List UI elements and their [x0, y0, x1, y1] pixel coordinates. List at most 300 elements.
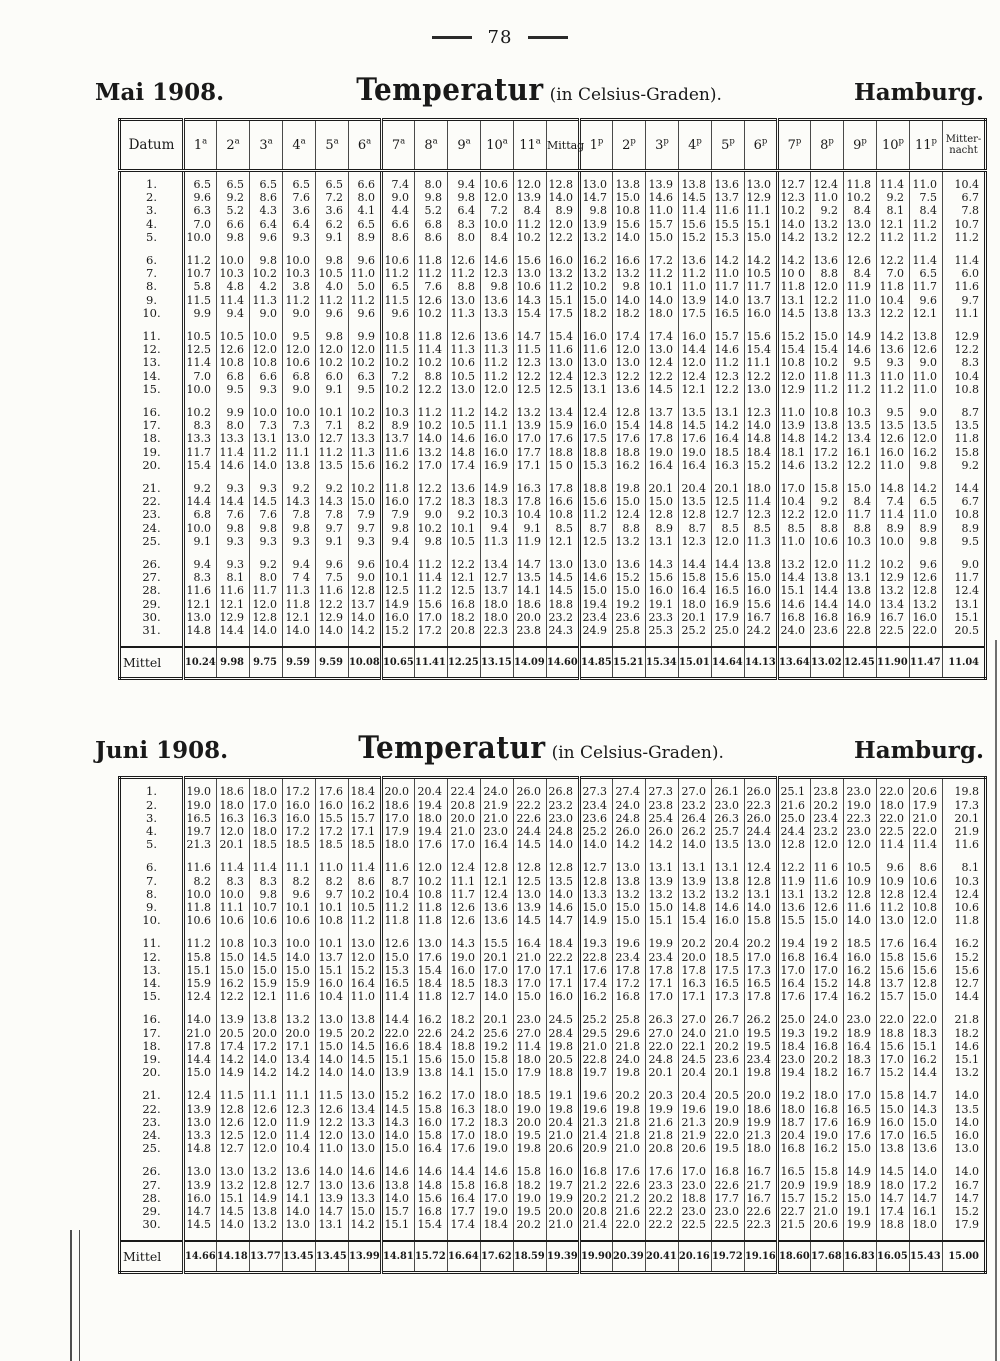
temp-cell: 14.0: [283, 951, 316, 964]
temp-cell: 23.0: [679, 1179, 712, 1192]
temp-cell: 17.0: [745, 951, 778, 964]
temp-cell: 12.3: [778, 191, 811, 204]
temp-cell: 14.0: [844, 598, 877, 611]
temp-cell: 11.7: [184, 446, 217, 459]
mittel-cell: 9.75: [250, 647, 283, 679]
temp-cell: 12.6: [448, 244, 481, 267]
temp-cell: 7.8: [943, 204, 986, 217]
temp-cell: 13.1: [943, 598, 986, 611]
temp-cell: 20.6: [679, 1142, 712, 1155]
temp-cell: 16.5: [712, 307, 745, 320]
temp-cell: 15.8: [448, 1179, 481, 1192]
temp-cell: 20.5: [217, 1027, 250, 1040]
temp-cell: 9.8: [250, 522, 283, 535]
temp-cell: 7.9: [349, 508, 382, 521]
temp-cell: 13.2: [613, 888, 646, 901]
temp-cell: 10.2: [811, 356, 844, 369]
temp-cell: 20.8: [580, 1205, 613, 1218]
day-cell: 22.: [142, 494, 161, 509]
temp-cell: 11.1: [283, 1079, 316, 1102]
temp-cell: 11.2: [448, 267, 481, 280]
temp-cell: 19.0: [448, 951, 481, 964]
temp-cell: 10.6: [382, 244, 415, 267]
temp-cell: 14.9: [580, 914, 613, 927]
temp-cell: 14.1: [283, 1192, 316, 1205]
temp-cell: 9.0: [283, 307, 316, 320]
temp-cell: 18.2: [613, 307, 646, 320]
temp-cell: 16.3: [448, 1103, 481, 1116]
temp-cell: 6.0: [943, 267, 986, 280]
temp-cell: 4.0: [316, 280, 349, 293]
temp-cell: 15.0: [613, 901, 646, 914]
temp-cell: 14.5: [679, 419, 712, 432]
temp-cell: 17.6: [415, 951, 448, 964]
temp-cell: 14.7: [184, 1205, 217, 1218]
temp-cell: 14.5: [778, 307, 811, 320]
temp-cell: 11.5: [184, 294, 217, 307]
temp-cell: 9.1: [316, 231, 349, 244]
title-temperatur: Temperatur: [356, 72, 544, 108]
temp-cell: 15.0: [382, 1142, 415, 1155]
temp-cell: 15.2: [382, 1079, 415, 1102]
temp-cell: 11.3: [481, 343, 514, 356]
temp-cell: 11.5: [316, 1079, 349, 1102]
temp-cell: 3.6: [283, 204, 316, 217]
mittel-cell: 19.90: [580, 1241, 613, 1273]
temp-cell: 22.8: [580, 1053, 613, 1066]
temp-cell: 13.0: [415, 927, 448, 950]
temp-cell: 18.3: [844, 1053, 877, 1066]
temp-cell: 17.5: [547, 307, 580, 320]
temp-cell: 11.2: [844, 548, 877, 571]
temp-cell: 11.9: [844, 280, 877, 293]
temp-cell: 26.3: [712, 812, 745, 825]
temp-cell: 19.6: [613, 927, 646, 950]
temp-cell: 19.5: [316, 1027, 349, 1040]
day-cell: 3.: [146, 203, 157, 218]
temp-cell: 10.2: [382, 383, 415, 396]
mittel-cell: 19.72: [712, 1241, 745, 1273]
temp-cell: 4.1: [349, 204, 382, 217]
temp-cell: 11.2: [382, 901, 415, 914]
temp-cell: 10.6: [283, 356, 316, 369]
temp-cell: 14.5: [877, 1155, 910, 1178]
temp-cell: 17.1: [514, 459, 547, 472]
temp-cell: 14.4: [184, 495, 217, 508]
temp-cell: 24.5: [679, 1053, 712, 1066]
temp-cell: 13.5: [547, 875, 580, 888]
temp-cell: 24.0: [613, 1053, 646, 1066]
temp-cell: 13.0: [547, 356, 580, 369]
temp-cell: 11.8: [415, 990, 448, 1003]
temp-cell: 12.1: [910, 307, 943, 320]
temp-cell: 19.1: [646, 598, 679, 611]
temp-cell: 23.4: [613, 951, 646, 964]
temp-cell: 10.0: [184, 231, 217, 244]
temp-cell: 14.0: [547, 888, 580, 901]
temp-cell: 15.0: [613, 191, 646, 204]
temp-cell: 13.6: [613, 383, 646, 396]
temp-cell: 16.7: [745, 611, 778, 624]
temp-cell: 22.0: [712, 1129, 745, 1142]
temp-cell: 14.5: [250, 495, 283, 508]
temp-cell: 18.0: [481, 1129, 514, 1142]
temp-cell: 23.6: [811, 624, 844, 647]
temp-cell: 11.1: [283, 851, 316, 874]
temp-cell: 12.0: [250, 598, 283, 611]
temp-cell: 16.4: [349, 977, 382, 990]
mittel-cell: 18.60: [778, 1241, 811, 1273]
temp-cell: 20.2: [745, 927, 778, 950]
temp-cell: 14.2: [349, 1218, 382, 1241]
temp-cell: 14.5: [514, 838, 547, 851]
temp-cell: 17.0: [877, 1053, 910, 1066]
temp-cell: 21.2: [580, 1179, 613, 1192]
temp-cell: 21.6: [646, 1116, 679, 1129]
temp-cell: 10.5: [217, 320, 250, 343]
temp-cell: 4.8: [217, 280, 250, 293]
temp-cell: 27.3: [580, 778, 613, 799]
temp-cell: 8.8: [613, 522, 646, 535]
temp-cell: 18.0: [481, 611, 514, 624]
temp-cell: 17.4: [448, 1218, 481, 1241]
temp-cell: 13.3: [349, 1116, 382, 1129]
temp-cell: 17.0: [250, 799, 283, 812]
temp-cell: 8.3: [184, 419, 217, 432]
temp-cell: 15.0: [910, 1116, 943, 1129]
temp-cell: 17.6: [811, 1116, 844, 1129]
temp-cell: 20.1: [217, 838, 250, 851]
temp-cell: 7.2: [316, 191, 349, 204]
day-cell: 14.: [142, 975, 161, 990]
temp-cell: 14.7: [910, 1079, 943, 1102]
temp-cell: 12.6: [811, 901, 844, 914]
temp-cell: 13.2: [712, 888, 745, 901]
temp-cell: 10.4: [283, 1142, 316, 1155]
temp-cell: 6.3: [184, 204, 217, 217]
temp-cell: 12.2: [745, 370, 778, 383]
temp-cell: 15.1: [382, 1218, 415, 1241]
temp-cell: 12.1: [448, 571, 481, 584]
temp-cell: 11.4: [415, 343, 448, 356]
temp-cell: 12.2: [712, 383, 745, 396]
temp-cell: 24.2: [448, 1027, 481, 1040]
temp-cell: 23.6: [712, 1053, 745, 1066]
temp-cell: 12.3: [514, 356, 547, 369]
temp-cell: 16.8: [448, 598, 481, 611]
temp-cell: 16.4: [481, 838, 514, 851]
temp-cell: 17.4: [613, 320, 646, 343]
temp-cell: 26.2: [679, 825, 712, 838]
temp-cell: 18.5: [283, 838, 316, 851]
day-cell: 7.: [146, 266, 157, 281]
temp-cell: 16.8: [481, 1179, 514, 1192]
temp-cell: 11.2: [679, 267, 712, 280]
temp-cell: 3.8: [283, 280, 316, 293]
temp-cell: 8.8: [448, 280, 481, 293]
temp-cell: 15.5: [712, 218, 745, 231]
temp-cell: 16.0: [382, 495, 415, 508]
temp-cell: 6.6: [217, 218, 250, 231]
temp-cell: 16.7: [943, 1179, 986, 1192]
temp-cell: 14.6: [382, 1155, 415, 1178]
temp-cell: 10.3: [217, 267, 250, 280]
temp-cell: 15.8: [877, 1079, 910, 1102]
temp-cell: 11.8: [415, 914, 448, 927]
temp-cell: 17.0: [514, 432, 547, 445]
temp-cell: 15.6: [415, 598, 448, 611]
temp-cell: 14.9: [250, 1192, 283, 1205]
temp-cell: 12.5: [580, 535, 613, 548]
temp-cell: 11.0: [349, 267, 382, 280]
temp-cell: 6.4: [283, 218, 316, 231]
temp-cell: 12.0: [283, 343, 316, 356]
temp-cell: 10.8: [217, 356, 250, 369]
temp-cell: 4.3: [250, 204, 283, 217]
temp-cell: 7.6: [415, 280, 448, 293]
temp-cell: 13.2: [613, 535, 646, 548]
table-title-mai: [224, 72, 854, 108]
temp-cell: 14.0: [943, 1116, 986, 1129]
temp-cell: 13.2: [811, 218, 844, 231]
temp-cell: 9.0: [382, 191, 415, 204]
temp-cell: 10.8: [316, 914, 349, 927]
temp-cell: 14.3: [382, 1116, 415, 1129]
temp-cell: 17.4: [811, 990, 844, 1003]
mittel-cell: 9.98: [217, 647, 250, 679]
temp-cell: 8.0: [415, 171, 448, 192]
temp-cell: 22.0: [877, 778, 910, 799]
day-cell: 5.: [146, 229, 157, 244]
temp-cell: 11.2: [910, 231, 943, 244]
temp-cell: 16.4: [448, 1192, 481, 1205]
temp-cell: 25.3: [646, 624, 679, 647]
temp-cell: 12.5: [184, 343, 217, 356]
temp-cell: 17.2: [613, 977, 646, 990]
table-row: [120, 1066, 986, 1079]
temp-cell: 19.5: [514, 1129, 547, 1142]
temp-cell: 15.0: [580, 294, 613, 307]
temp-cell: 11.0: [910, 508, 943, 521]
temp-cell: 13.2: [217, 1179, 250, 1192]
temp-cell: 19.1: [844, 1205, 877, 1218]
table-row: [120, 1079, 986, 1102]
temp-cell: 11.7: [250, 584, 283, 597]
temp-cell: 13.1: [316, 1218, 349, 1241]
day-cell: 27.: [142, 570, 161, 585]
temp-cell: 8.4: [844, 495, 877, 508]
temp-cell: 8.8: [415, 370, 448, 383]
temp-cell: 14.2: [217, 1053, 250, 1066]
temp-cell: 14.3: [910, 1103, 943, 1116]
temp-cell: 23.8: [811, 778, 844, 799]
temp-cell: 9.2: [316, 472, 349, 495]
temp-cell: 11.0: [349, 990, 382, 1003]
temp-cell: 10.5: [448, 419, 481, 432]
day-cell: 8.: [146, 886, 157, 901]
temp-cell: 10.0: [481, 218, 514, 231]
city-label-juni: Hamburg.: [854, 737, 984, 765]
temp-cell: 19.0: [184, 799, 217, 812]
temp-cell: 21.0: [580, 1040, 613, 1053]
temp-cell: 14.0: [250, 624, 283, 647]
temp-cell: 9.8: [415, 535, 448, 548]
temp-cell: 18.8: [547, 1066, 580, 1079]
table-row: [120, 446, 986, 459]
temp-cell: 14.2: [613, 838, 646, 851]
temp-cell: 20.8: [448, 799, 481, 812]
temp-cell: 22.0: [646, 1040, 679, 1053]
temp-cell: 19.5: [712, 1142, 745, 1155]
mittel-cell: 16.83: [844, 1241, 877, 1273]
temp-cell: 8.9: [382, 419, 415, 432]
temp-cell: 18.0: [910, 1218, 943, 1241]
temp-cell: 8.0: [349, 191, 382, 204]
day-cell: 25.: [142, 533, 161, 548]
temp-cell: 17.8: [613, 964, 646, 977]
temp-cell: 14.4: [943, 990, 986, 1003]
temp-cell: 8.7: [382, 875, 415, 888]
col-header-datum: Datum: [120, 120, 184, 171]
table-row: [120, 231, 986, 244]
juni-title-row: [0, 730, 1000, 766]
temp-cell: 11.4: [745, 495, 778, 508]
temp-cell: 9.6: [349, 307, 382, 320]
temp-cell: 19.0: [514, 1103, 547, 1116]
temp-cell: 13.6: [910, 1142, 943, 1155]
temp-cell: 11.6: [184, 851, 217, 874]
temp-cell: 10.1: [316, 927, 349, 950]
temp-cell: 12.8: [613, 396, 646, 419]
temp-cell: 23.8: [514, 624, 547, 647]
temp-cell: 11.6: [943, 838, 986, 851]
day-cell: 24.: [142, 520, 161, 535]
temp-cell: 15 0: [547, 459, 580, 472]
temp-cell: 11.3: [448, 307, 481, 320]
temp-cell: 14.4: [811, 584, 844, 597]
temp-cell: 9.0: [943, 548, 986, 571]
temp-cell: 12.7: [316, 432, 349, 445]
temp-cell: 19.4: [778, 927, 811, 950]
temp-cell: 16.0: [844, 951, 877, 964]
temp-cell: 11.4: [943, 244, 986, 267]
temp-cell: 17.0: [811, 964, 844, 977]
temp-cell: 7.9: [382, 508, 415, 521]
temp-cell: 24.9: [580, 624, 613, 647]
temp-cell: 15.0: [844, 1192, 877, 1205]
temp-cell: 15.6: [415, 1053, 448, 1066]
temp-cell: 21.0: [448, 825, 481, 838]
temp-cell: 12.2: [877, 307, 910, 320]
temp-cell: 19.0: [844, 799, 877, 812]
day-cell: 28.: [142, 1190, 161, 1205]
temp-cell: 12.2: [217, 990, 250, 1003]
temp-cell: 17.2: [415, 495, 448, 508]
temp-cell: 12.5: [382, 584, 415, 597]
temp-cell: 15.7: [382, 1205, 415, 1218]
temp-cell: 13.3: [349, 432, 382, 445]
temp-cell: 26.0: [514, 778, 547, 799]
temp-cell: 12.2: [778, 851, 811, 874]
temp-cell: 21.3: [745, 1129, 778, 1142]
temp-cell: 23.2: [547, 611, 580, 624]
temp-cell: 12.1: [877, 218, 910, 231]
temp-cell: 21.0: [811, 1205, 844, 1218]
temp-cell: 13.6: [679, 244, 712, 267]
temp-cell: 22.6: [415, 1027, 448, 1040]
temp-cell: 12.5: [547, 383, 580, 396]
temp-cell: 13.8: [811, 307, 844, 320]
temp-cell: 15.1: [778, 584, 811, 597]
temp-cell: 15.0: [613, 584, 646, 597]
table-row: [120, 320, 986, 343]
temp-cell: 14.7: [910, 1192, 943, 1205]
temp-cell: 13.9: [514, 901, 547, 914]
temp-cell: 17.5: [712, 964, 745, 977]
temp-cell: 14.5: [646, 383, 679, 396]
temp-cell: 11.2: [481, 370, 514, 383]
temp-cell: 14.2: [712, 419, 745, 432]
temp-cell: 24.8: [646, 1053, 679, 1066]
temp-cell: 6.8: [217, 370, 250, 383]
temp-cell: 13.3: [184, 1129, 217, 1142]
temp-cell: 13.3: [217, 432, 250, 445]
temp-cell: 15.0: [382, 951, 415, 964]
temp-cell: 9.4: [481, 522, 514, 535]
temp-cell: 12.2: [778, 508, 811, 521]
temp-cell: 18.0: [811, 1079, 844, 1102]
temp-cell: 21.4: [580, 1218, 613, 1241]
temp-cell: 11.1: [745, 356, 778, 369]
temp-cell: 11.2: [448, 396, 481, 419]
temp-cell: 17.3: [712, 990, 745, 1003]
temp-cell: 16.2: [910, 446, 943, 459]
temp-cell: 22.5: [877, 624, 910, 647]
temp-cell: 13.6: [613, 548, 646, 571]
temp-cell: 9.3: [250, 535, 283, 548]
temp-cell: 7.6: [217, 508, 250, 521]
temp-cell: 25.2: [679, 624, 712, 647]
temp-cell: 17.0: [481, 1192, 514, 1205]
temp-cell: 11.4: [349, 851, 382, 874]
table-row: [120, 851, 986, 874]
temp-cell: 11.5: [217, 1079, 250, 1102]
temp-cell: 16.3: [712, 459, 745, 472]
temp-cell: 11.0: [910, 370, 943, 383]
temp-cell: 15.6: [910, 951, 943, 964]
temp-cell: 17.9: [382, 825, 415, 838]
temp-cell: 22.5: [712, 1218, 745, 1241]
day-cell: 17.: [142, 1025, 161, 1040]
temp-cell: 6.8: [283, 370, 316, 383]
temp-cell: 9.2: [217, 191, 250, 204]
temp-cell: 13.2: [580, 267, 613, 280]
temp-cell: 29.6: [613, 1027, 646, 1040]
temp-cell: 6.6: [382, 218, 415, 231]
temp-cell: 10.2: [382, 356, 415, 369]
temp-cell: 14.2: [250, 1066, 283, 1079]
temp-cell: 16.5: [712, 977, 745, 990]
temp-cell: 19.5: [514, 1205, 547, 1218]
temp-cell: 12.9: [745, 191, 778, 204]
temp-cell: 15.6: [877, 964, 910, 977]
temp-cell: 9.8: [613, 280, 646, 293]
temp-cell: 21.0: [547, 1218, 580, 1241]
temp-cell: 14.4: [943, 472, 986, 495]
temp-cell: 10.0: [877, 535, 910, 548]
temp-cell: 8.8: [811, 267, 844, 280]
temp-cell: 20.5: [943, 624, 986, 647]
